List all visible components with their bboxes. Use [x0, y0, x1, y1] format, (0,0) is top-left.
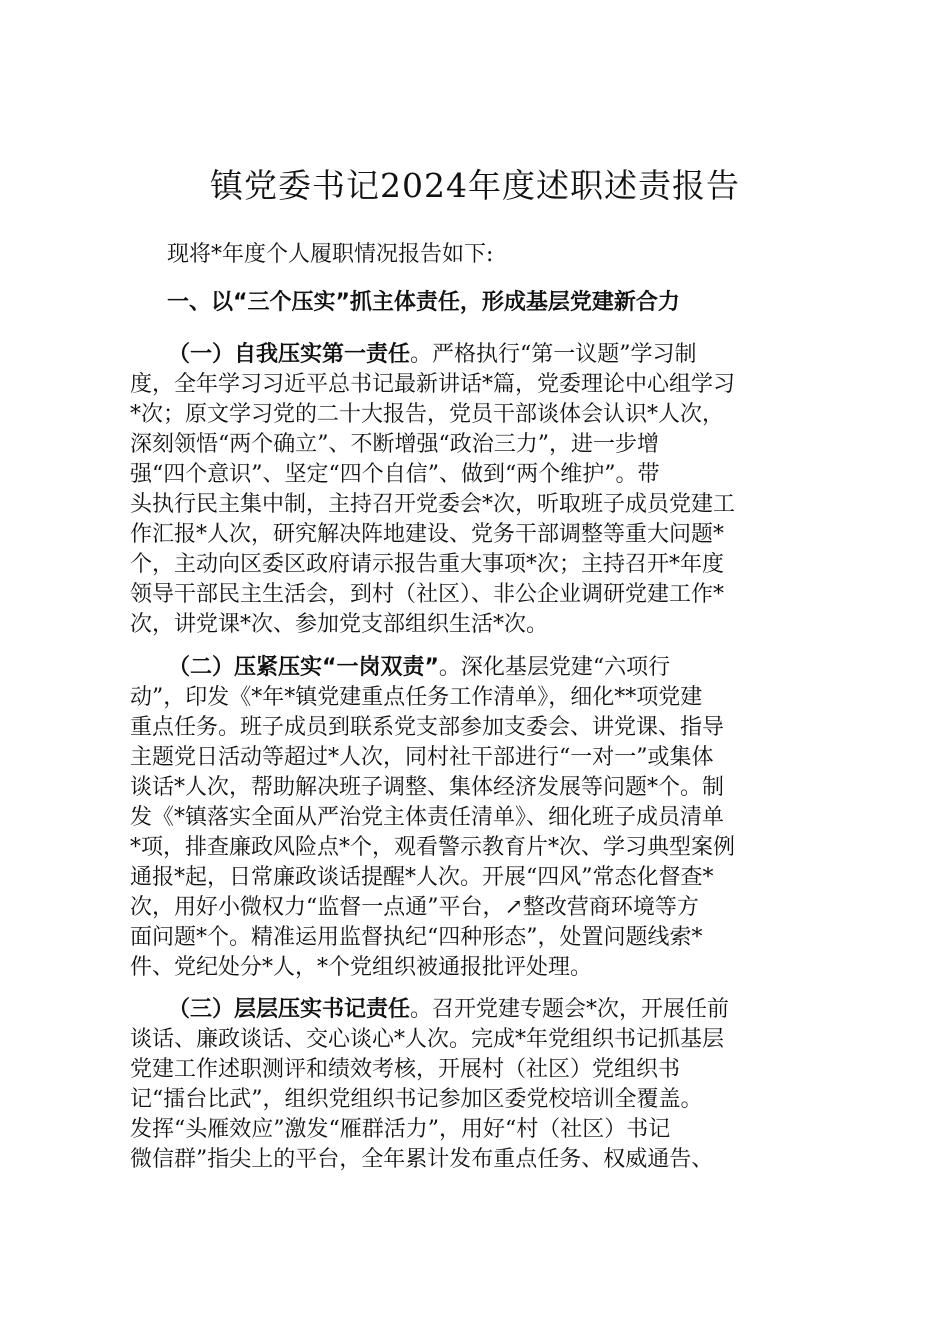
paragraph-line: 度，全年学习习近平总书记最新讲话*篇，党委理论中心组学习: [130, 372, 736, 397]
paragraph-line: 深刻领悟“两个确立”、不断增强“政治三力”，进一步增: [130, 432, 659, 457]
paragraph-text: 。深化基层党建“六项行: [438, 655, 671, 680]
paragraph-2: [130, 653, 840, 983]
subheading: （二）压紧压实“一岗双责”: [168, 655, 439, 680]
paragraph-line: 个，主动向区委区政府请示报告重大事项*次；主持召开*年度: [130, 552, 725, 577]
paragraph-line: 谈话*人次，帮助解决班子调整、集体经济发展等问题*个。制: [130, 775, 725, 800]
paragraph-line: *次；原文学习党的二十大报告，党员干部谈体会认识*人次，: [130, 402, 725, 427]
paragraph-line: 主题党日活动等超过*人次，同村社干部进行“一对一”或集体: [130, 745, 714, 770]
paragraph-line: 发挥“头雁效应”激发“雁群活力”，用好“村（社区）书记: [130, 1117, 671, 1142]
paragraph-line: 谈话、廉政谈话、交心谈心*人次。完成*年党组织书记抓基层: [130, 1027, 725, 1052]
paragraph-1: [130, 340, 840, 640]
paragraph-line: [130, 653, 840, 683]
document-title: 镇党委书记2024年度述职述责报告: [210, 166, 740, 205]
subheading: （三）层层压实书记责任: [168, 997, 411, 1022]
paragraph-line: 次，讲党课*次、参加党支部组织生活*次。: [130, 612, 549, 637]
paragraph-line: 党建工作述职测评和绩效考核，开展村（社区）党组织书: [130, 1057, 681, 1082]
paragraph-line: 微信群”指尖上的平台，全年累计发布重点任务、权威通告、: [130, 1147, 714, 1172]
section-heading: 一、以“三个压实”抓主体责任，形成基层党建新合力: [167, 290, 680, 315]
paragraph-line: [130, 995, 840, 1025]
paragraph-3: [130, 995, 840, 1175]
paragraph-text: 。严格执行“第一议题”学习制: [410, 342, 697, 367]
paragraph-line: 作汇报*人次，研究解决阵地建设、党务干部调整等重大问题*: [130, 522, 725, 547]
paragraph-line: 重点任务。班子成员到联系党支部参加支委会、讲党课、指导: [130, 715, 725, 740]
paragraph-line: 领导干部民主生活会，到村（社区）、非公企业调研党建工作*: [130, 582, 725, 607]
paragraph-line: 通报*起，日常廉政谈话提醒*人次。开展“四风”常态化督查*: [130, 865, 714, 890]
paragraph-line: [130, 340, 840, 370]
paragraph-text: 。召开党建专题会*次，开展任前: [410, 997, 730, 1022]
paragraph-line: 头执行民主集中制，主持召开党委会*次，听取班子成员党建工: [130, 492, 736, 517]
paragraph-line: 记“擂台比武”，组织党组织书记参加区委党校培训全覆盖。: [130, 1087, 703, 1112]
intro-text: 现将*年度个人履职情况报告如下:: [167, 242, 494, 267]
subheading: （一）自我压实第一责任: [168, 342, 411, 367]
paragraph-line: 发《*镇落实全面从严治党主体责任清单》、细化班子成员清单: [130, 805, 725, 830]
paragraph-line: 动”，印发《*年*镇党建重点任务工作清单》，细化**项党建: [130, 685, 703, 710]
paragraph-line: *项，排查廉政风险点*个，观看警示教育片*次、学习典型案例: [130, 835, 736, 860]
paragraph-line: 强“四个意识”、坚定“四个自信”、做到“两个维护”。带: [130, 462, 660, 487]
paragraph-line: 件、党纪处分*人，*个党组织被通报批评处理。: [130, 955, 593, 980]
paragraph-line: 次，用好小微权力“监督一点通”平台，↗整改营商环境等方: [130, 895, 699, 920]
paragraph-line: 面问题*个。精准运用监督执纪“四种形态”，处置问题线索*: [130, 925, 703, 950]
